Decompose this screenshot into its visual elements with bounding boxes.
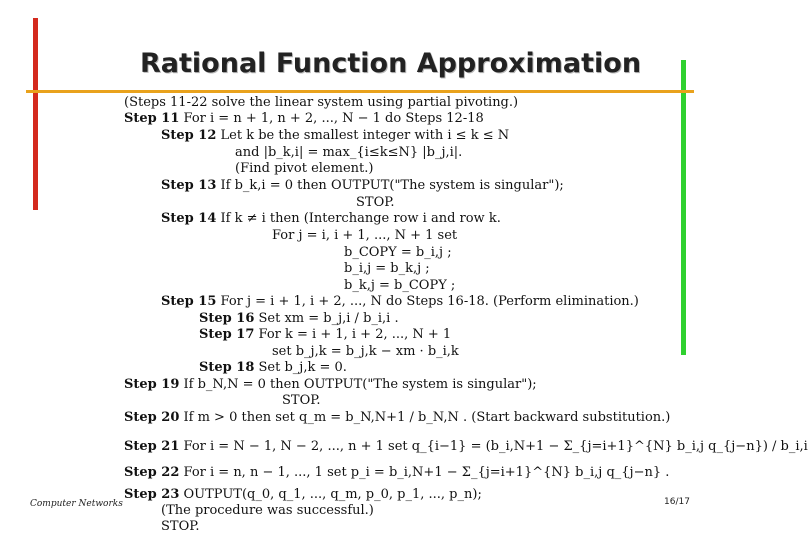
- step-label: Step 15: [161, 294, 217, 309]
- line-text: STOP.: [356, 195, 395, 210]
- algo-line: [199, 360, 347, 377]
- step-label: Step 14: [161, 211, 217, 226]
- right-accent-bar: [681, 60, 686, 355]
- footer-course-label: Computer Networks: [30, 499, 123, 509]
- algo-line: [161, 294, 639, 311]
- step-label: Step 19: [124, 377, 180, 392]
- algo-line: [124, 410, 670, 427]
- left-accent-bar: [33, 18, 38, 210]
- line-text: b_k,j = b_COPY ;: [344, 278, 456, 293]
- algo-line: [282, 393, 320, 410]
- line-text: b_COPY = b_i,j ;: [344, 245, 452, 260]
- slide-title: Rational Function Approximation: [140, 48, 642, 79]
- line-text: Set b_j,k = 0.: [258, 360, 347, 375]
- algo-line: [124, 487, 482, 504]
- step-label: Step 22: [124, 465, 180, 480]
- step-label: Step 16: [199, 311, 255, 326]
- step-label: Step 13: [161, 178, 217, 193]
- line-text: Let k be the smallest integer with i ≤ k ≤ N: [220, 128, 510, 143]
- line-text: For i = n + 1, n + 2, ..., N − 1 do Steps 12-18: [183, 111, 484, 126]
- algo-line: [344, 278, 455, 295]
- page-number: 16/17: [664, 497, 690, 507]
- step-label: Step 23: [124, 487, 180, 502]
- line-text: If b_N,N = 0 then OUTPUT("The system is singular");: [183, 377, 537, 392]
- line-text: For k = i + 1, i + 2, ..., N + 1: [258, 327, 452, 342]
- algo-line: [124, 465, 669, 482]
- algo-line: [161, 211, 501, 228]
- line-text: Set xm = b_j,i / b_i,i .: [258, 311, 399, 326]
- line-text: STOP.: [282, 393, 321, 408]
- line-text: If k ≠ i then (Interchange row i and row k.: [220, 211, 501, 226]
- algo-line: [235, 145, 462, 162]
- line-text: STOP.: [161, 519, 200, 534]
- step-label: Step 20: [124, 410, 180, 425]
- line-text: set b_j,k = b_j,k − xm · b_i,k: [272, 344, 459, 359]
- line-text: (The procedure was successful.): [161, 503, 374, 518]
- line-text: (Steps 11-22 solve the linear system using partial pivoting.): [124, 95, 519, 110]
- algo-line: [344, 245, 452, 262]
- algo-line: [124, 377, 537, 394]
- line-text: OUTPUT(q_0, q_1, ..., q_m, p_0, p_1, ..., p_n);: [183, 487, 482, 502]
- line-text: (Find pivot element.): [235, 161, 374, 176]
- line-text: If b_k,i = 0 then OUTPUT("The system is singular");: [220, 178, 564, 193]
- step-label: Step 21: [124, 439, 180, 454]
- step-label: Step 12: [161, 128, 217, 143]
- step-label: Step 18: [199, 360, 255, 375]
- algo-line: [124, 439, 808, 456]
- step-label: Step 17: [199, 327, 255, 342]
- algo-line: [161, 178, 564, 195]
- algo-line: [161, 519, 199, 536]
- algo-line: [124, 95, 518, 112]
- algo-line: [356, 195, 394, 212]
- line-text: b_i,j = b_k,j ;: [344, 261, 430, 276]
- line-text: If m > 0 then set q_m = b_N,N+1 / b_N,N . (Start backward substitution.): [183, 410, 671, 425]
- algo-line: [272, 228, 457, 245]
- algo-line: [161, 128, 509, 145]
- algo-line: [235, 161, 373, 178]
- line-text: For j = i, i + 1, ..., N + 1 set: [272, 228, 458, 243]
- algo-line: [124, 111, 484, 128]
- algo-line: [272, 344, 459, 361]
- line-text: and |b_k,i| = max_{i≤k≤N} |b_j,i|.: [235, 145, 463, 160]
- algo-line: [161, 503, 374, 520]
- step-label: Step 11: [124, 111, 180, 126]
- title-rule: [26, 90, 694, 93]
- line-text: For i = n, n − 1, ..., 1 set p_i = b_i,N+1 − Σ_{j=i+1}^{N} b_i,j q_{j−n} .: [183, 465, 670, 480]
- algo-line: [199, 311, 399, 328]
- algo-line: [344, 261, 430, 278]
- line-text: For i = N − 1, N − 2, ..., n + 1 set q_{i−1} = (b_i,N+1 − Σ_{j=i+1}^{N} b_i,j q_{j−n}) / b_i,i: [183, 439, 808, 454]
- algo-line: [199, 327, 451, 344]
- line-text: For j = i + 1, i + 2, ..., N do Steps 16-18. (Perform elimination.): [220, 294, 639, 309]
